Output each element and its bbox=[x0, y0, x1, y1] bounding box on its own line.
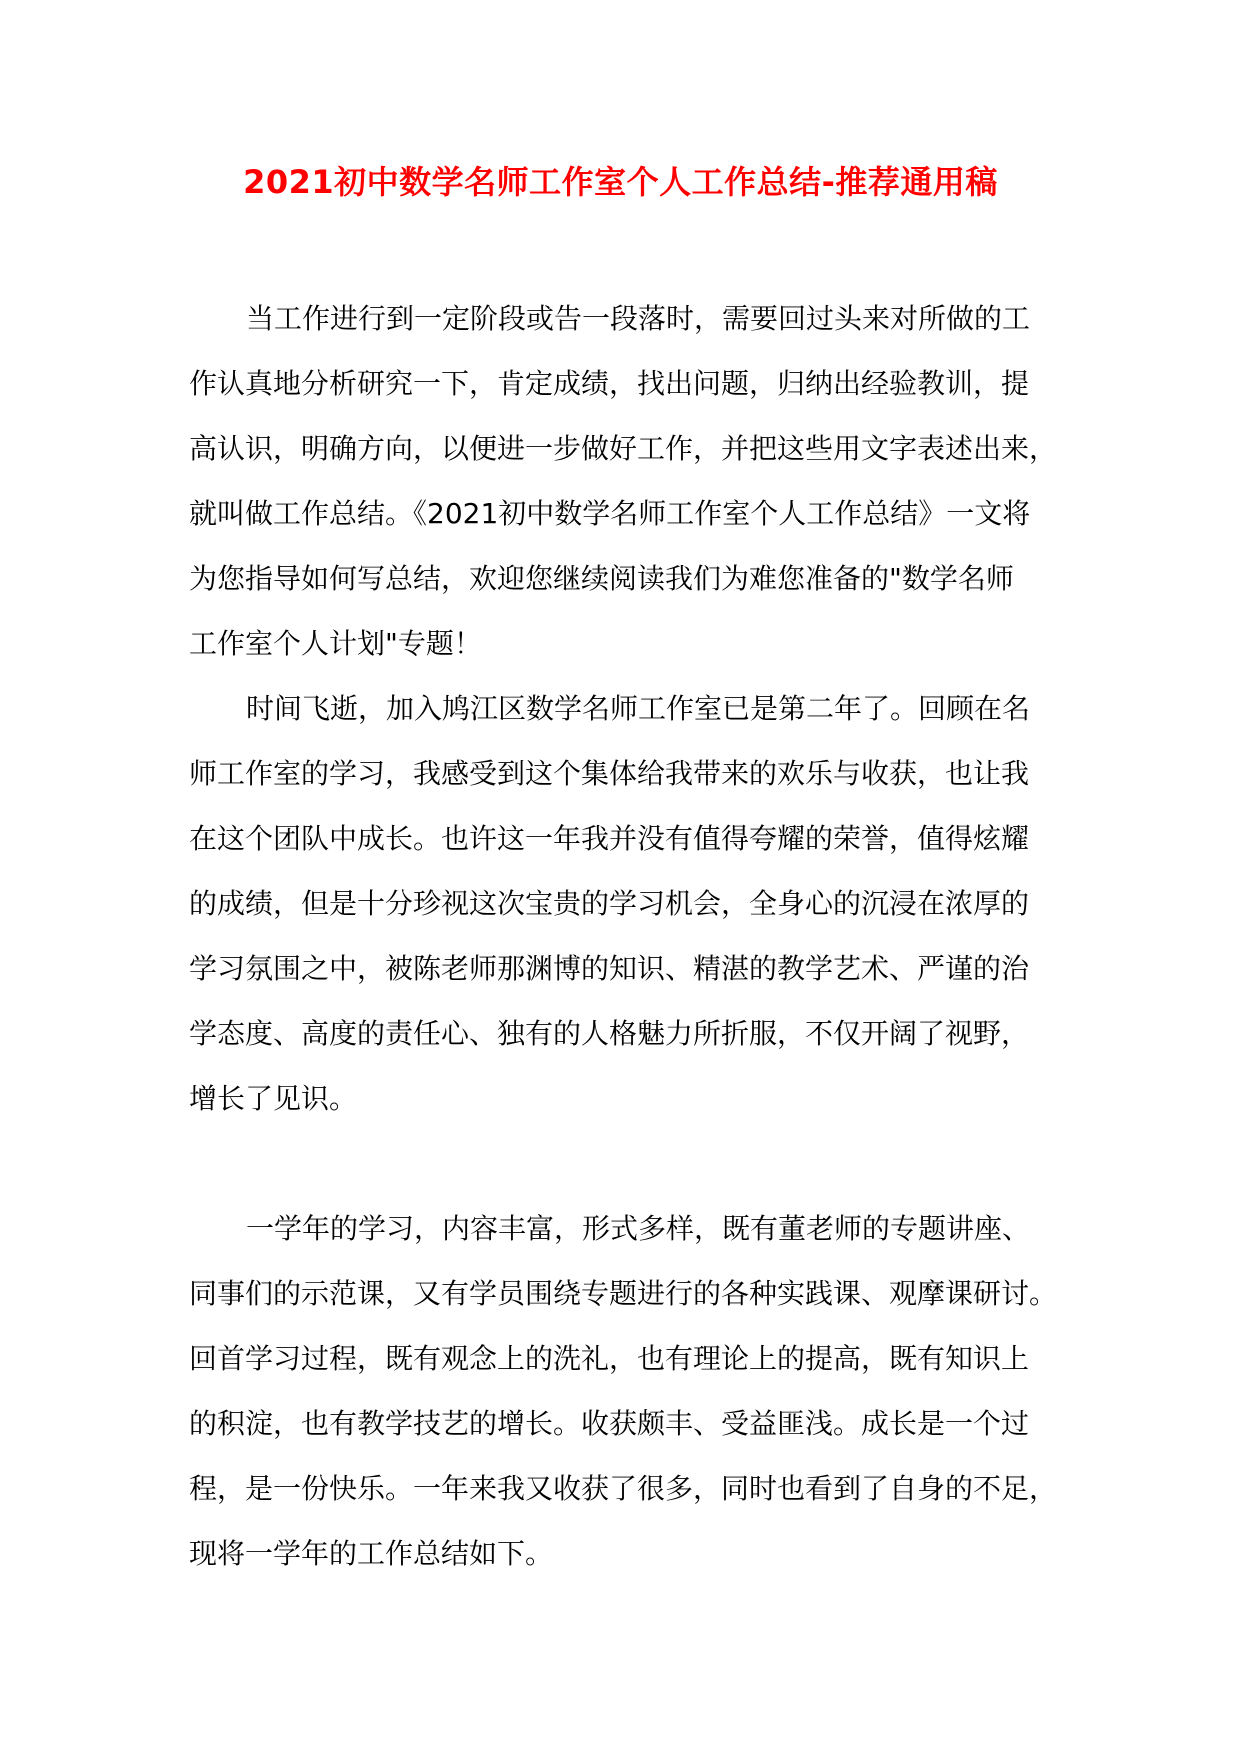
paragraph-line: 同事们的示范课，又有学员围绕专题进行的各种实践课、观摩课研讨。 bbox=[189, 1277, 1058, 1310]
paragraph-intro bbox=[189, 286, 1059, 676]
paragraph-line: 作认真地分析研究一下，肯定成绩，找出问题，归纳出经验教训，提 bbox=[189, 367, 1030, 400]
paragraph-line: 高认识，明确方向，以便进一步做好工作，并把这些用文字表述出来， bbox=[189, 432, 1058, 465]
paragraph-line: 一学年的学习，内容丰富，形式多样，既有董老师的专题讲座、 bbox=[246, 1212, 1031, 1245]
paragraph-line: 现将一学年的工作总结如下。 bbox=[189, 1537, 554, 1570]
paragraph-line: 增长了见识。 bbox=[189, 1082, 358, 1115]
paragraph-line: 的积淀，也有教学技艺的增长。收获颇丰、受益匪浅。成长是一个过 bbox=[189, 1407, 1030, 1440]
paragraph-line: 程，是一份快乐。一年来我又收获了很多，同时也看到了自身的不足， bbox=[189, 1472, 1058, 1505]
paragraph-reflection bbox=[189, 676, 1059, 1131]
paragraph-line: 师工作室的学习，我感受到这个集体给我带来的欢乐与收获，也让我 bbox=[189, 757, 1030, 790]
paragraph-line: 时间飞逝，加入鸠江区数学名师工作室已是第二年了。回顾在名 bbox=[246, 692, 1031, 725]
paragraph-line: 在这个团队中成长。也许这一年我并没有值得夸耀的荣誉，值得炫耀 bbox=[189, 822, 1030, 855]
paragraph-line: 当工作进行到一定阶段或告一段落时，需要回过头来对所做的工 bbox=[246, 302, 1031, 335]
paragraph-line: 学态度、高度的责任心、独有的人格魅力所折服，不仅开阔了视野， bbox=[189, 1017, 1030, 1050]
paragraph-line: 就叫做工作总结。《2021初中数学名师工作室个人工作总结》一文将 bbox=[189, 497, 1031, 530]
document-title: 2021初中数学名师工作室个人工作总结-推荐通用稿 bbox=[243, 163, 998, 201]
paragraph-line: 学习氛围之中，被陈老师那渊博的知识、精湛的教学艺术、严谨的治 bbox=[189, 952, 1030, 985]
paragraph-line: 的成绩，但是十分珍视这次宝贵的学习机会，全身心的沉浸在浓厚的 bbox=[189, 887, 1030, 920]
paragraph-line: 为您指导如何写总结，欢迎您继续阅读我们为难您准备的"数学名师 bbox=[189, 562, 1014, 595]
paragraph-line: 回首学习过程，既有观念上的洗礼，也有理论上的提高，既有知识上 bbox=[189, 1342, 1030, 1375]
paragraph-summary bbox=[189, 1196, 1059, 1586]
paragraph-line: 工作室个人计划"专题！ bbox=[189, 627, 482, 660]
